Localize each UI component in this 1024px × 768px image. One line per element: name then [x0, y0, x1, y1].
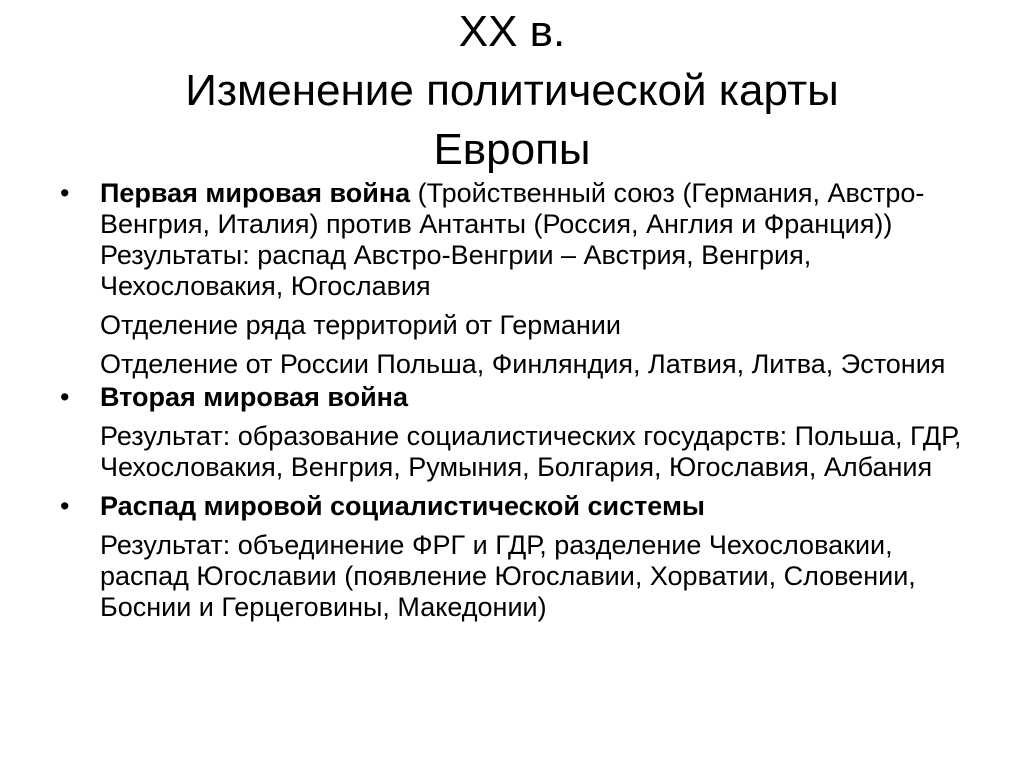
bullet-text [100, 382, 408, 412]
bullet-marker: • [60, 382, 70, 412]
bullet-text [100, 178, 924, 301]
section-heading: Распад мировой социалистической системы [100, 491, 705, 521]
bullet-item-ww1 [60, 178, 980, 302]
bullet-marker: • [60, 178, 70, 208]
sub-paragraph: Результат: образование социалистических государств: Польша, ГДР, Чехословакия, Венгрия, Румыния, Болгария, Югославия, Албания [100, 421, 962, 482]
sub-paragraph: Результат: объединение ФРГ и ГДР, разделение Чехословакии, распад Югославии (появление Югославии, Хорватии, Словении, Боснии и Герцеговины, Македонии) [100, 530, 916, 622]
section-text: (Тройственный союз (Германия, Австро-Венгрия, Италия) против Антанты (Россия, Англия и Франция)) Результаты: распад Австро-Венгрии – Австрия, Венгрия, Чехословакия, Югославия [100, 178, 925, 301]
bullet-item-socialist-collapse [60, 491, 980, 522]
section-heading: Вторая мировая война [100, 382, 408, 412]
slide-body [60, 178, 980, 631]
title-line-3: Европы [433, 125, 591, 174]
title-line-1: XX в. [458, 7, 566, 56]
sub-paragraph: Отделение от России Польша, Финляндия, Латвия, Литва, Эстония [100, 349, 946, 379]
slide-title [60, 2, 964, 179]
title-line-2: Изменение политической карты [185, 66, 839, 115]
bullet-item-ww2 [60, 382, 980, 413]
bullet-marker: • [60, 491, 70, 521]
section-heading: Первая мировая война [100, 178, 411, 208]
sub-paragraph: Отделение ряда территорий от Германии [100, 310, 621, 340]
bullet-text [100, 491, 705, 521]
